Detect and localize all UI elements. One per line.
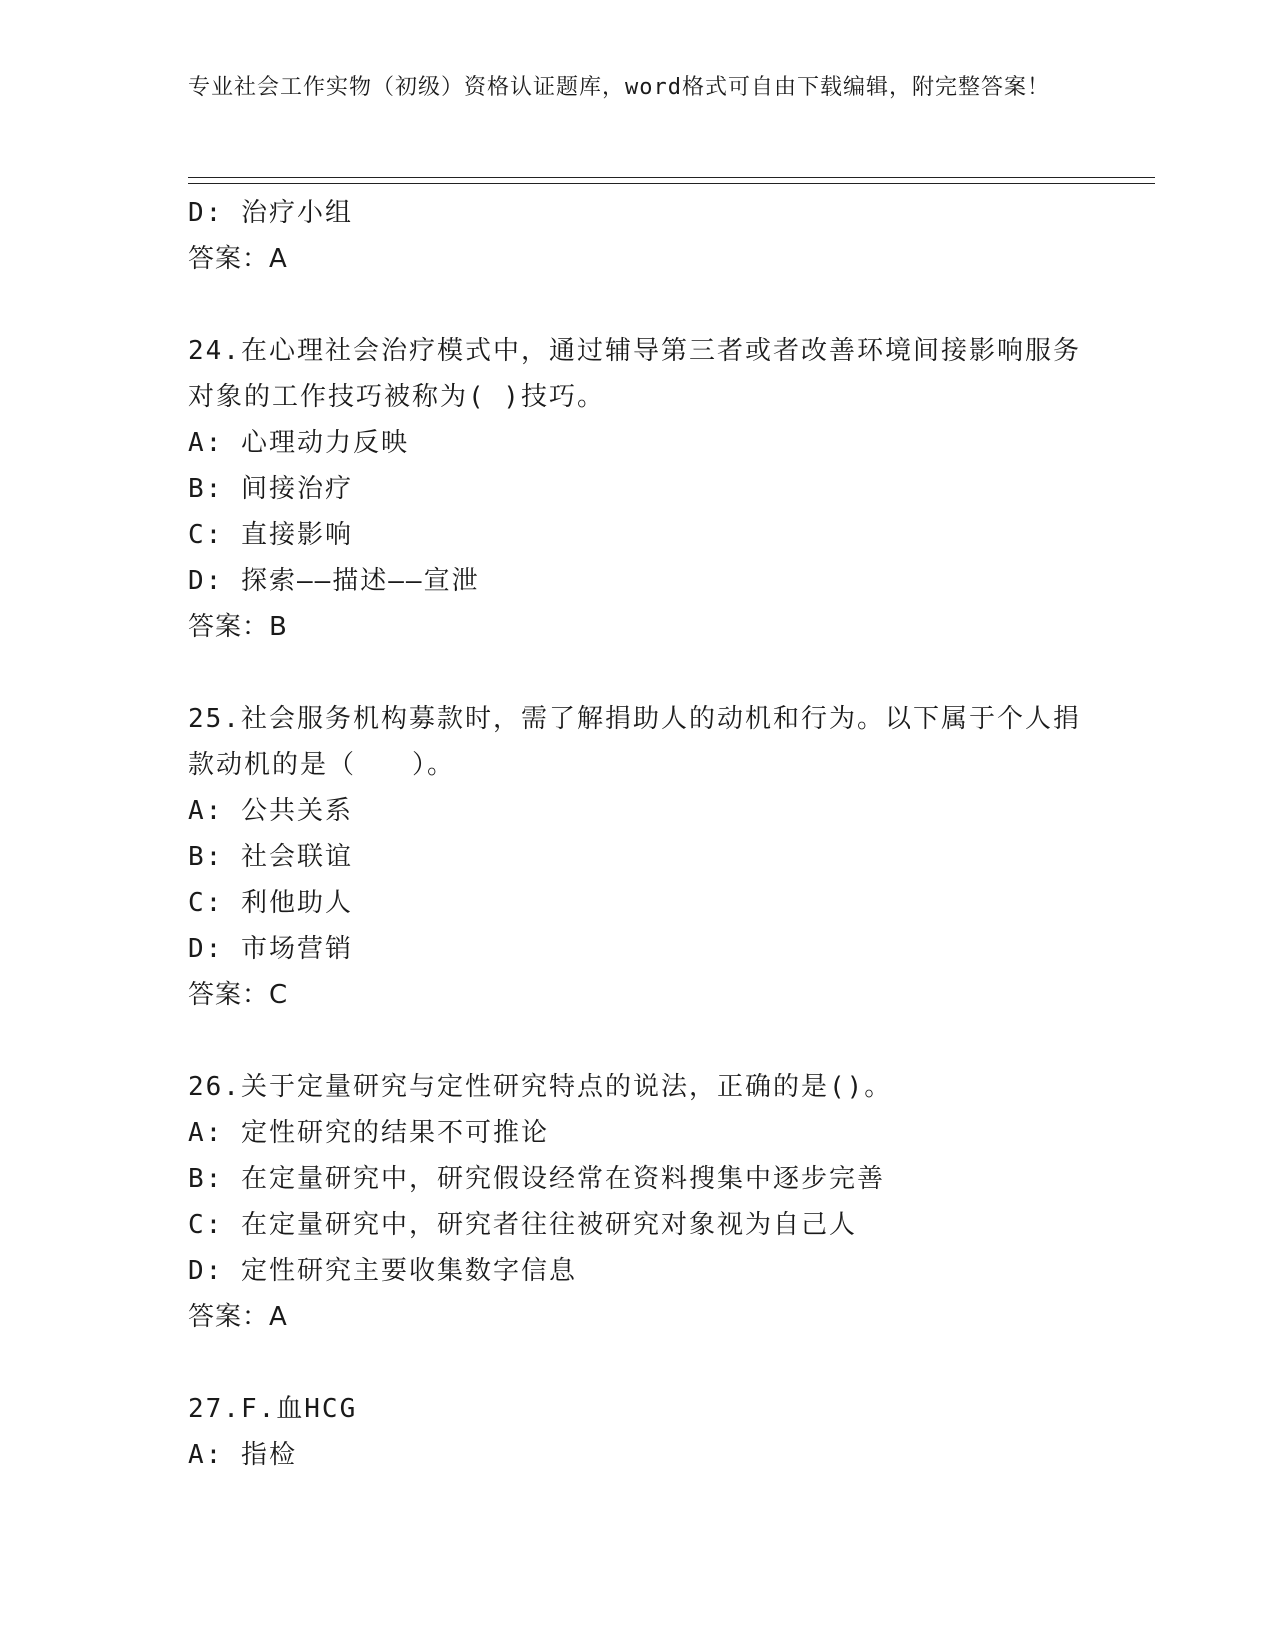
answer-line: 答案：A bbox=[188, 1302, 288, 1332]
header-rule-bottom bbox=[188, 183, 1155, 184]
question-26 bbox=[188, 1064, 1088, 1340]
header-rule-top bbox=[188, 177, 1155, 178]
option-a: A: 心理动力反映 bbox=[188, 428, 409, 458]
question-text: 25.社会服务机构募款时，需了解捐助人的动机和行为。以下属于个人捐款动机的是（ ）。 bbox=[188, 704, 1081, 780]
question-text: 26.关于定量研究与定性研究特点的说法，正确的是()。 bbox=[188, 1072, 893, 1102]
question-27 bbox=[188, 1386, 1088, 1478]
question-25 bbox=[188, 696, 1088, 1018]
option-c: C: 在定量研究中，研究者往往被研究对象视为自己人 bbox=[188, 1210, 857, 1240]
option-d: D: 治疗小组 bbox=[188, 198, 353, 228]
document-body bbox=[188, 190, 1088, 1478]
option-a: A: 定性研究的结果不可推论 bbox=[188, 1118, 549, 1148]
option-a: A: 指检 bbox=[188, 1440, 297, 1470]
option-a: A: 公共关系 bbox=[188, 796, 353, 826]
option-b: B: 在定量研究中，研究假设经常在资料搜集中逐步完善 bbox=[188, 1164, 885, 1194]
option-c: C: 直接影响 bbox=[188, 520, 353, 550]
question-24 bbox=[188, 328, 1088, 650]
option-b: B: 间接治疗 bbox=[188, 474, 353, 504]
question-text: 27.F.血HCG bbox=[188, 1394, 358, 1424]
answer-line: 答案：A bbox=[188, 244, 288, 274]
option-d: D: 市场营销 bbox=[188, 934, 353, 964]
option-d: D: 定性研究主要收集数字信息 bbox=[188, 1256, 577, 1286]
question-text: 24.在心理社会治疗模式中，通过辅导第三者或者改善环境间接影响服务对象的工作技巧被称为( )技巧。 bbox=[188, 336, 1081, 412]
option-b: B: 社会联谊 bbox=[188, 842, 353, 872]
answer-line: 答案：B bbox=[188, 612, 288, 642]
document-header: 专业社会工作实物（初级）资格认证题库，word格式可自由下载编辑，附完整答案！ bbox=[188, 75, 1050, 100]
option-c: C: 利他助人 bbox=[188, 888, 353, 918]
answer-line: 答案：C bbox=[188, 980, 289, 1010]
option-d: D: 探索——描述——宣泄 bbox=[188, 566, 480, 596]
